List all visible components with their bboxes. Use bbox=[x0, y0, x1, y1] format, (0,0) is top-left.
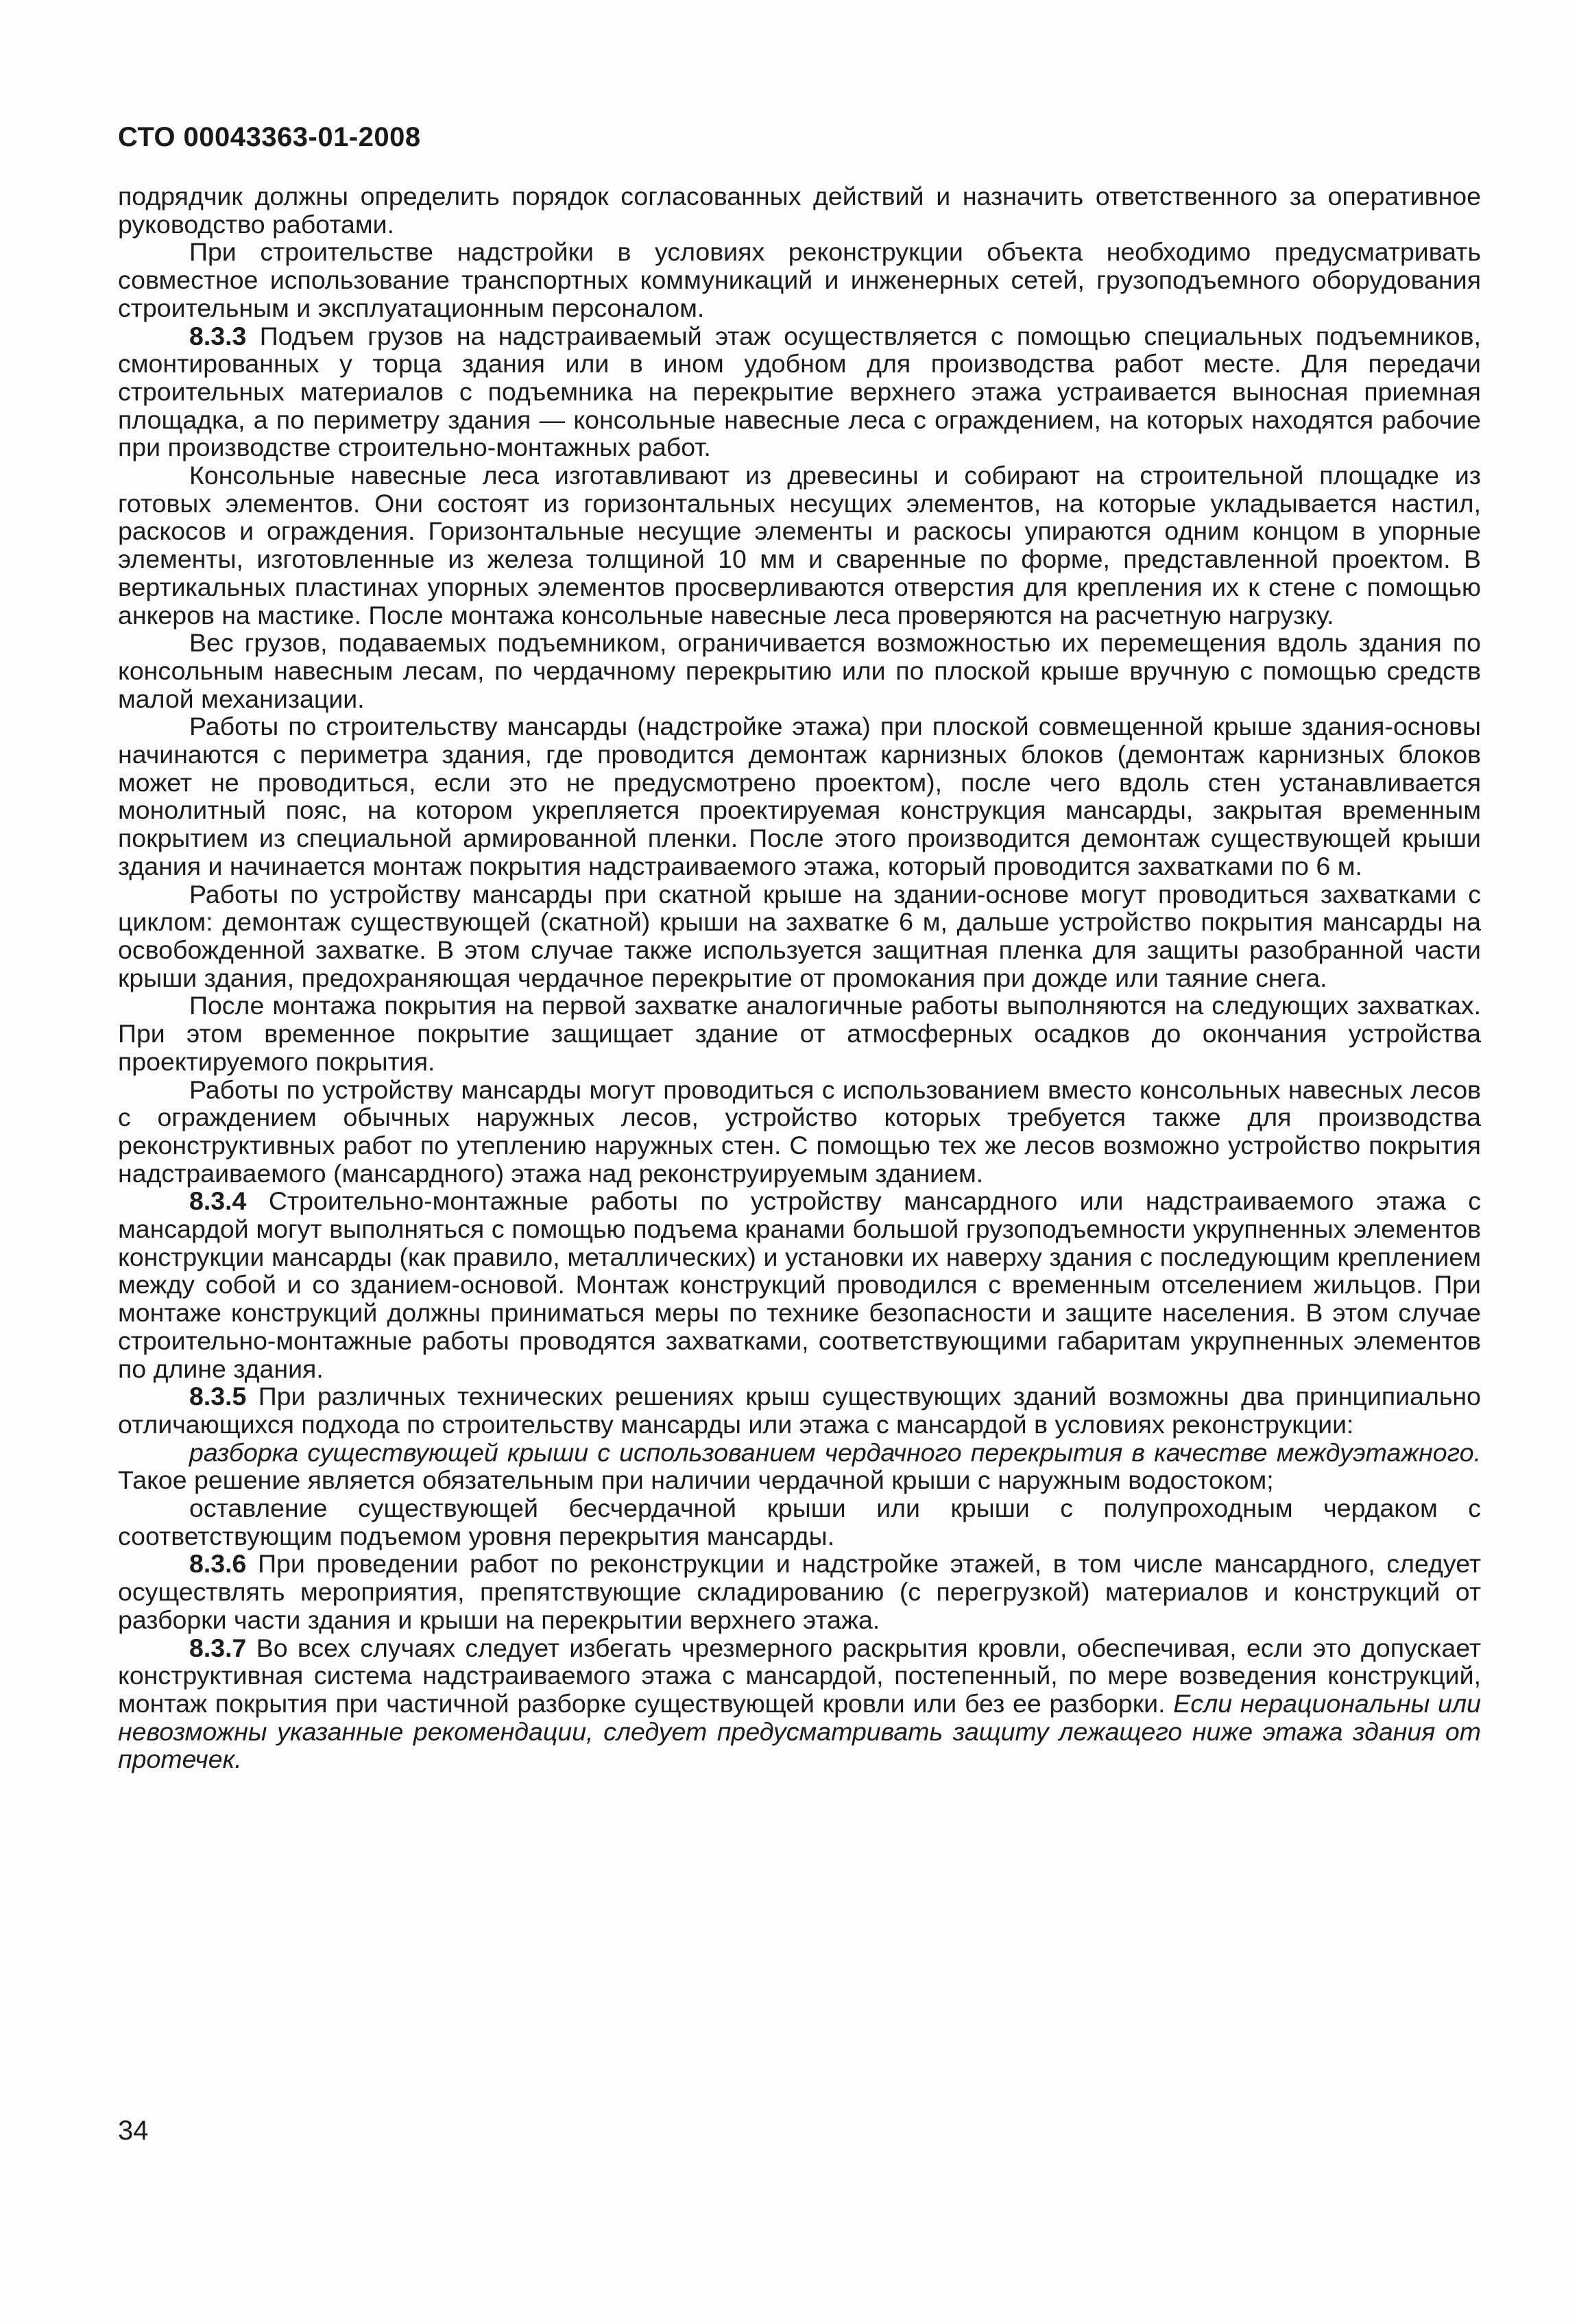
section-8-3-6 bbox=[118, 1550, 1481, 1633]
italic-text: разборка существующей крыши с использованием чердачного перекрытия в качестве междуэтажного. bbox=[189, 1437, 1481, 1467]
section-8-3-7 bbox=[118, 1634, 1481, 1774]
section-text: Строительно-монтажные работы по устройству мансардного или надстраиваемого этажа с мансардой могут выполняться с помощью подъема кранами большой грузоподъемности укрупненных элементов конструкции мансарды (как правило, металлических) и установки их наверху здания с последующим креплением между собой и со зданием-основой. Монтаж конструкций проводился с временным отселением жильцов. При монтаже конструкций должны приниматься меры по технике безопасности и защите населения. В этом случае строительно-монтажные работы проводятся захватками, соответствующими габаритам укрупненных элементов по длине здания. bbox=[118, 1186, 1481, 1383]
section-text: При различных технических решениях крыш существующих зданий возможны два принципиально отличающихся подхода по строительству мансарды или этажа с мансардой в условиях реконструкции: bbox=[118, 1382, 1481, 1439]
paragraph: Работы по устройству мансарды могут проводиться с использованием вместо консольных навесных лесов с ограждением обычных наружных лесов, устройство которых требуется также для производства реконструктивных работ по утеплению наружных стен. С помощью тех же лесов возможно устройство покрытия надстраиваемого (мансардного) этажа над реконструируемым зданием. bbox=[118, 1075, 1481, 1188]
paragraph: При строительстве надстройки в условиях реконструкции объекта необходимо предусматривать совместное использование транспортных коммуникаций и инженерных сетей, грузоподъемного оборудования строительным и эксплуатационным персоналом. bbox=[118, 237, 1481, 322]
paragraph: После монтажа покрытия на первой захватке аналогичные работы выполняются на следующих захватках. При этом временное покрытие защищает здание от атмосферных осадков до окончания устройства проектируемого покрытия. bbox=[118, 991, 1481, 1076]
paragraph: Работы по строительству мансарды (надстройке этажа) при плоской совмещенной крыше здания-основы начинаются с периметра здания, где проводится демонтаж карнизных блоков (демонтаж карнизных блоков может не проводиться, если это не предусмотрено проектом), после чего вдоль стен устанавливается монолитный пояс, на котором укрепляется проектируемая конструкция мансарды, закрытая временным покрытием из специальной армированной пленки. После этого производится демонтаж существующей крыши здания и начинается монтаж покрытия надстраиваемого этажа, который проводится захватками по 6 м. bbox=[118, 712, 1481, 881]
section-text: При проведении работ по реконструкции и надстройке этажей, в том числе мансардного, следует осуществлять мероприятия, препятствующие складированию (с перегрузкой) материалов и конструкций от разборки части здания и крыши на перекрытии верхнего этажа. bbox=[118, 1549, 1481, 1634]
page-number: 34 bbox=[118, 2116, 149, 2146]
section-text: Подъем грузов на надстраиваемый этаж осуществляется с помощью специальных подъемников, смонтированных у торца здания или в ином удобном для производства работ месте. Для передачи строительных материалов с подъемника на перекрытие верхнего этажа устраивается выносная приемная площадка, а по периметру здания — консольные навесные леса с ограждением, на которых находятся рабочие при производстве строительно-монтажных работ. bbox=[118, 321, 1481, 462]
paragraph: Вес грузов, подаваемых подъемником, ограничивается возможностью их перемещения вдоль здания по консольным навесным лесам, по чердачному перекрытию или по плоской крыше вручную с помощью средств малой механизации. bbox=[118, 628, 1481, 713]
paragraph: Консольные навесные леса изготавливают из древесины и собирают на строительной площадке из готовых элементов. Они состоят из горизонтальных несущих элементов, на которые укладывается настил, раскосов и ограждения. Горизонтальные несущие элементы и раскосы упираются одним концом в упорные элементы, изготовленные из железа толщиной 10 мм и сваренные по форме, представленной проектом. В вертикальных пластинах упорных элементов просверливаются отверстия для крепления их к стене с помощью анкеров на мастике. После монтажа консольные навесные леса проверяются на расчетную нагрузку. bbox=[118, 461, 1481, 630]
section-number: 8.3.6 bbox=[189, 1549, 247, 1579]
document-body bbox=[118, 182, 1481, 1773]
section-number: 8.3.5 bbox=[189, 1382, 247, 1411]
section-8-3-3 bbox=[118, 322, 1481, 462]
section-number: 8.3.3 bbox=[189, 321, 247, 350]
section-number: 8.3.4 bbox=[189, 1186, 247, 1216]
paragraph: Работы по устройству мансарды при скатной крыше на здании-основе могут проводиться захватками с циклом: демонтаж существующей (скатной) крыши на захватке 6 м, дальше устройство покрытия мансарды на освобожденной захватке. В этом случае также используется защитная пленка для защиты разобранной части крыши здания, предохраняющая чердачное перекрытие от промокания при дожде или таяние снега. bbox=[118, 879, 1481, 992]
section-8-3-5 bbox=[118, 1382, 1481, 1438]
list-item bbox=[118, 1439, 1481, 1494]
document-code-header: СТО 00043363-01-2008 bbox=[118, 122, 421, 152]
section-number: 8.3.7 bbox=[189, 1633, 247, 1662]
list-item: оставление существующей бесчердачной крыши или крыши с полупроходным чердаком с соответствующим подъемом уровня перекрытия мансарды. bbox=[118, 1494, 1481, 1550]
italic-text: Если нерациональны или невозможны указанные рекомендации, следует предусматривать защиту лежащего ниже этажа здания от протечек. bbox=[118, 1688, 1481, 1774]
section-8-3-4 bbox=[118, 1187, 1481, 1382]
section-text: Во всех случаях следует избегать чрезмерного раскрытия кровли, обеспечивая, если это допускает конструктивная система надстраиваемого этажа с мансардой, постепенный, по мере возведения конструкций, монтаж покрытия при частичной разборке существующей кровли или без ее разборки. bbox=[118, 1633, 1481, 1718]
paragraph-continuation: подрядчик должны определить порядок согласованных действий и назначить ответственного за оперативное руководство работами. bbox=[118, 182, 1481, 239]
list-item-text: Такое решение является обязательным при наличии чердачной крыши с наружным водостоком; bbox=[118, 1465, 1274, 1495]
